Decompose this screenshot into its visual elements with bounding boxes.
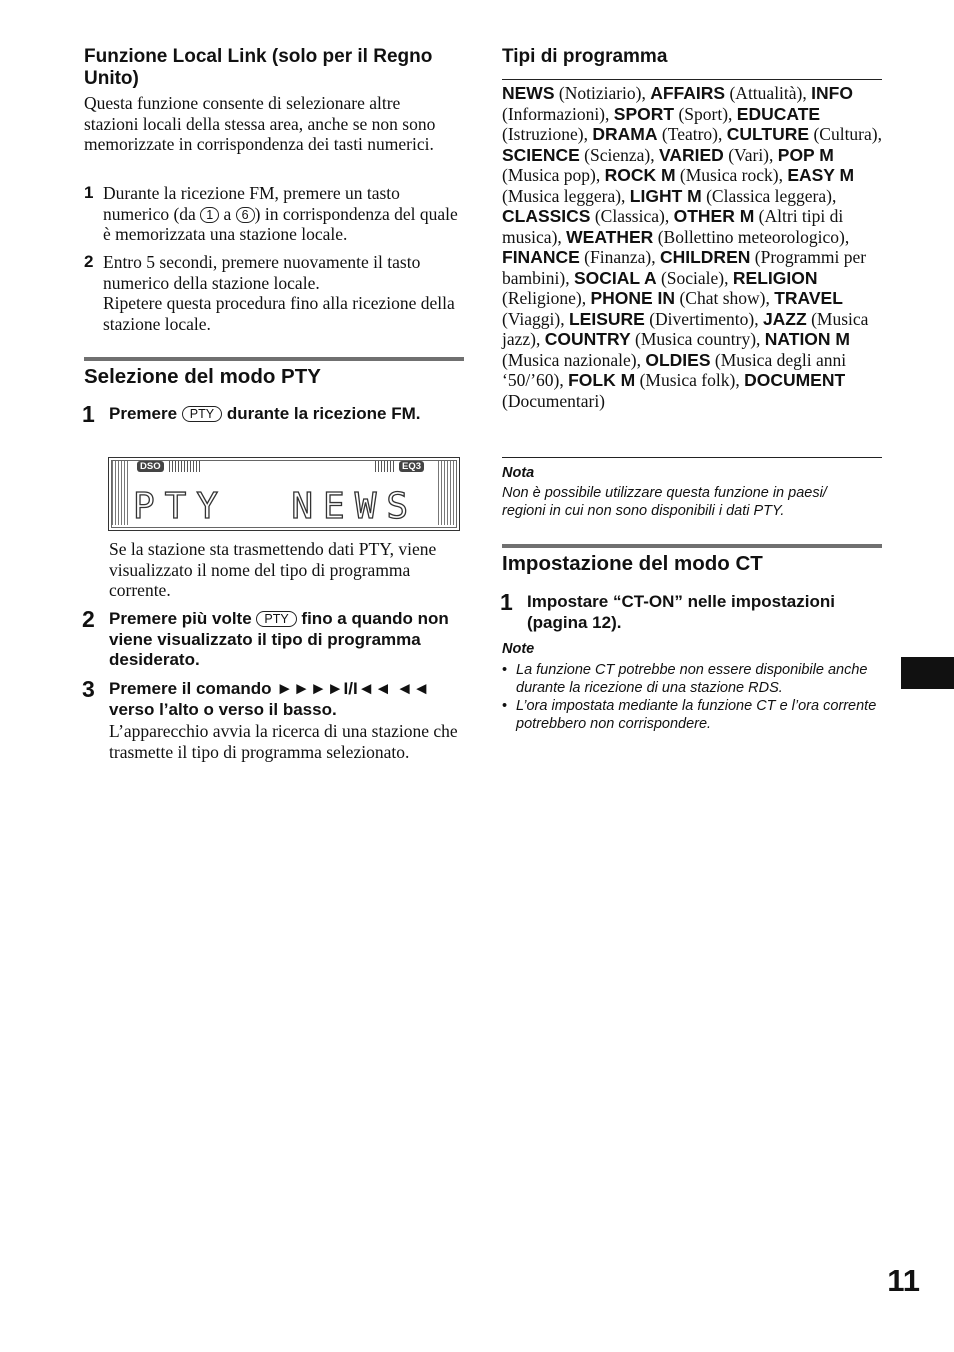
section-rule bbox=[502, 457, 882, 458]
program-type-code: FOLK M bbox=[568, 370, 636, 390]
program-type-desc: (Cultura) bbox=[813, 124, 878, 144]
section-tab-marker bbox=[901, 657, 954, 689]
program-type-code: DOCUMENT bbox=[744, 370, 846, 390]
bullet-icon: • bbox=[502, 662, 508, 678]
lcd-display bbox=[108, 457, 460, 531]
program-type-desc: (Vari) bbox=[728, 144, 770, 165]
program-type-code: POP M bbox=[777, 144, 834, 165]
program-type-desc: (Viaggi) bbox=[502, 308, 561, 329]
program-type-desc: (Musica nazionale) bbox=[502, 349, 637, 370]
item-number: 1 bbox=[84, 183, 94, 202]
pty-mode-title: Selezione del modo PTY bbox=[84, 365, 321, 388]
program-type-desc: (Altri tipi di musica) bbox=[502, 206, 844, 247]
program-type-desc: (Musica degli anni ‘50/’60) bbox=[502, 349, 847, 390]
section-rule bbox=[84, 357, 464, 361]
program-type-desc: (Informazioni) bbox=[502, 103, 606, 124]
program-type-code: EASY M bbox=[787, 165, 855, 185]
program-type-code: EDUCATE bbox=[736, 103, 821, 124]
step-number: 2 bbox=[82, 606, 95, 632]
program-type-code: OTHER M bbox=[673, 206, 755, 226]
program-type-list: NEWS (Notiziario), AFFAIRS (Attualità), INFO (Informazioni), SPORT (Sport), EDUCATE (Istruzione), DRAMA (Teatro), CULTURE (Cultura), SCIENCE (Scienza), VARIED (Vari), POP M (Musica pop), ROCK M (Musica rock), EASY M (Musica leggera), LIGHT M (Classica leggera), CLASSICS (Classica), OTHER M (Altri tipi di musica), WEATHER (Bollettino meteorologico), FINANCE (Finanza), CHILDREN (Programmi per bambini), SOCIAL A (Sociale), RELIGION (Religione), PHONE IN (Chat show), TRAVEL (Viaggi), LEISURE (Divertimento), JAZZ (Musica jazz), COUNTRY (Musica country), NATION M (Musica nazionale), OLDIES (Musica degli anni ‘50/’60), FOLK M (Musica folk), DOCUMENT (Documentari) bbox=[502, 83, 882, 411]
program-type-desc: (Finanza) bbox=[584, 247, 652, 267]
program-type-code: DRAMA bbox=[592, 124, 658, 144]
key-1: 1 bbox=[200, 207, 219, 223]
program-type-desc: (Sociale) bbox=[660, 267, 725, 288]
program-type-code: CULTURE bbox=[726, 124, 810, 144]
program-type-code: TRAVEL bbox=[774, 288, 843, 308]
program-type-code: VARIED bbox=[659, 144, 724, 165]
lcd-dot-matrix-left bbox=[112, 461, 130, 525]
program-type-code: SPORT bbox=[613, 103, 675, 124]
note-title: Nota bbox=[502, 465, 535, 481]
pty-key: PTY bbox=[182, 406, 222, 422]
program-type-code: COUNTRY bbox=[544, 329, 631, 349]
program-type-desc: (Istruzione) bbox=[502, 124, 584, 144]
step-number: 1 bbox=[82, 401, 95, 427]
program-type-desc: (Musica rock) bbox=[679, 165, 779, 185]
program-type-code: LEISURE bbox=[568, 308, 645, 329]
program-types-title: Tipi di programma bbox=[502, 46, 668, 67]
program-type-desc: (Programmi per bambini) bbox=[502, 247, 867, 288]
program-type-code: FINANCE bbox=[502, 247, 580, 267]
eq3-indicator: EQ3 bbox=[399, 461, 424, 472]
program-type-desc: (Scienza) bbox=[584, 144, 651, 165]
program-type-desc: (Musica leggera) bbox=[502, 185, 622, 206]
program-type-desc: (Chat show) bbox=[679, 288, 766, 308]
section-rule bbox=[502, 79, 882, 80]
program-type-desc: (Musica country) bbox=[635, 329, 757, 349]
step-number: 3 bbox=[82, 676, 95, 702]
section-rule bbox=[502, 544, 882, 548]
program-type-code: OLDIES bbox=[645, 349, 711, 370]
program-type-code: INFO bbox=[811, 83, 853, 103]
program-type-code: CHILDREN bbox=[659, 247, 751, 267]
signal-bars-icon bbox=[169, 461, 201, 472]
lcd-dot-matrix-right bbox=[438, 461, 456, 525]
program-type-desc: (Notiziario) bbox=[558, 83, 642, 103]
program-type-code: NATION M bbox=[764, 329, 850, 349]
program-type-desc: (Divertimento) bbox=[649, 308, 755, 329]
note-text: Non è possibile utilizzare questa funzione in paesi/ regioni in cui non sono disponibili i dati PTY. bbox=[502, 485, 827, 519]
program-type-desc: (Bollettino meteorologico) bbox=[657, 226, 845, 247]
program-type-code: SOCIAL A bbox=[573, 267, 657, 288]
program-type-desc: (Documentari) bbox=[502, 390, 606, 411]
program-type-desc: (Attualità) bbox=[729, 83, 803, 103]
program-type-desc: (Teatro) bbox=[661, 124, 719, 144]
dso-indicator: DSO bbox=[137, 461, 164, 472]
program-type-code: AFFAIRS bbox=[650, 83, 726, 103]
item-number: 2 bbox=[84, 252, 94, 271]
display-caption: Se la stazione sta trasmettendo dati PTY, viene visualizzato il nome del tipo di programma corrente. bbox=[109, 539, 437, 600]
key-6: 6 bbox=[236, 207, 255, 223]
program-type-desc: (Musica folk) bbox=[639, 370, 736, 390]
ct-mode-title: Impostazione del modo CT bbox=[502, 552, 763, 575]
program-type-code: SCIENCE bbox=[502, 144, 580, 165]
program-type-desc: (Musica jazz) bbox=[502, 308, 869, 349]
page-number: 11 bbox=[887, 1263, 920, 1298]
program-type-code: RELIGION bbox=[732, 267, 818, 288]
lcd-text: PTY NEWS bbox=[133, 486, 419, 527]
program-type-code: JAZZ bbox=[762, 308, 807, 329]
program-type-desc: (Musica pop) bbox=[502, 165, 596, 185]
notes-title: Note bbox=[502, 641, 535, 657]
program-type-code: NEWS bbox=[502, 83, 555, 103]
eq-bars-icon bbox=[375, 461, 395, 472]
step-number: 1 bbox=[500, 589, 513, 615]
program-type-desc: (Classica) bbox=[594, 206, 665, 226]
program-type-code: LIGHT M bbox=[629, 185, 702, 206]
program-type-code: ROCK M bbox=[604, 165, 676, 185]
program-type-code: PHONE IN bbox=[590, 288, 676, 308]
program-type-code: WEATHER bbox=[566, 226, 654, 247]
step-3-body: L’apparecchio avvia la ricerca di una stazione che trasmette il tipo di programma selezionato. bbox=[109, 721, 458, 762]
program-type-desc: (Sport) bbox=[678, 103, 729, 124]
local-link-intro: Questa funzione consente di selezionare altre stazioni locali della stessa area, anche se non sono memorizzate in corrispondenza dei tasti numerici. bbox=[84, 93, 436, 154]
pty-key: PTY bbox=[256, 611, 296, 627]
program-type-code: CLASSICS bbox=[502, 206, 591, 226]
program-type-desc: (Religione) bbox=[502, 288, 582, 308]
bullet-icon: • bbox=[502, 698, 508, 714]
program-type-desc: (Classica leggera) bbox=[706, 185, 832, 206]
local-link-title: Funzione Local Link (solo per il Regno Unito) bbox=[84, 46, 433, 89]
